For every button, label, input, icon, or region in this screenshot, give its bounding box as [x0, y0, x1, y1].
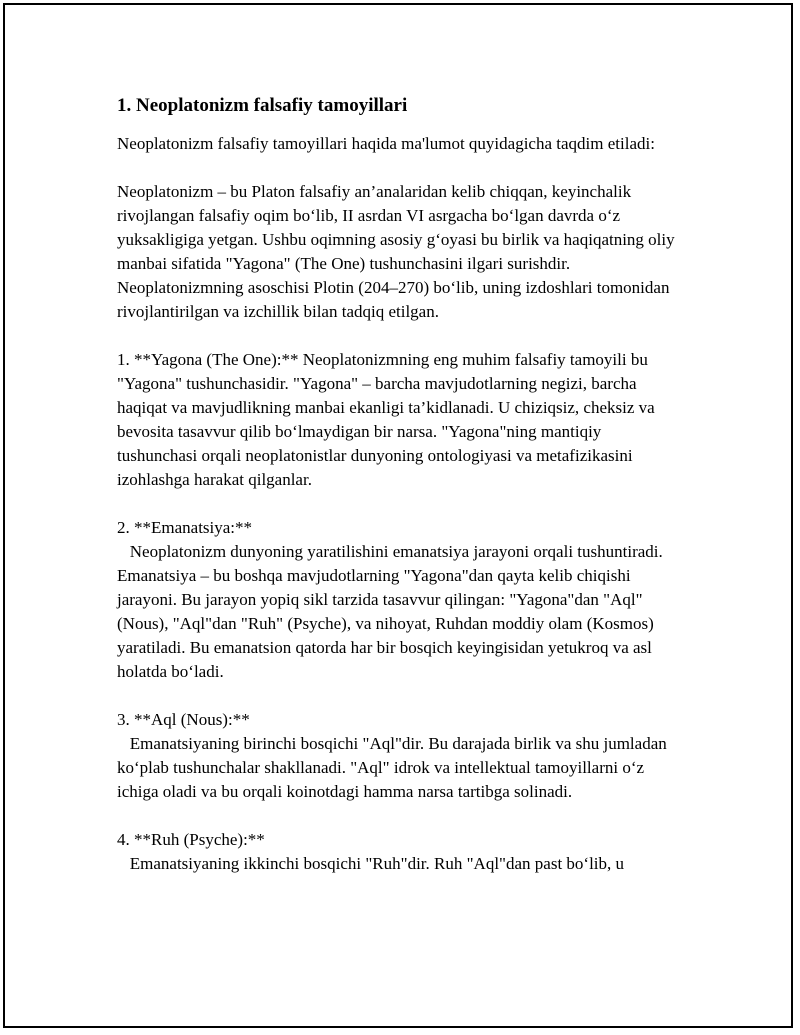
- paragraph-gap: [117, 324, 677, 348]
- yagona-paragraph: 1. **Yagona (The One):** Neoplatonizmning eng muhim falsafiy tamoyili bu "Yagona" tushunchasidir. "Yagona" – barcha mavjudotlarning negizi, barcha haqiqat va mavjudlikning manbai ekanligi ta’kidlanadi. U chiziqsiz, cheksiz va bevosita tasavvur qilib bo‘lmaydigan bir narsa. "Yagona"ning mantiqiy tushunchasi orqali neoplatonistlar dunyoning ontologiyasi va metafizikasini izohlashga harakat qilganlar.: [117, 350, 659, 489]
- document-body: [117, 92, 677, 876]
- paragraph-gap: [117, 804, 677, 828]
- ruh-paragraph: 4. **Ruh (Psyche):** Emanatsiyaning ikkinchi bosqichi "Ruh"dir. Ruh "Aql"dan past bo‘lib, u: [117, 830, 625, 873]
- overview-paragraph: Neoplatonizm – bu Platon falsafiy an’analaridan kelib chiqqan, keyinchalik rivojlangan falsafiy oqim bo‘lib, II asrdan VI asrgacha bo‘lgan davrda o‘z yuksakligiga yetgan. Ushbu oqimning asosiy g‘oyasi bu birlik va haqiqatning oliy manbai sifatida "Yagona" (The One) tushunchasini ilgari surishdir. Neoplatonizmning asoschisi Plotin (204–270) bo‘lib, uning izdoshlari tomonidan rivojlantirilgan va izchillik bilan tadqiq etilgan.: [117, 182, 679, 321]
- emanatsiya-paragraph: 2. **Emanatsiya:** Neoplatonizm dunyoning yaratilishini emanatsiya jarayoni orqali tushuntiradi. Emanatsiya – bu boshqa mavjudotlarning "Yagona"dan qayta kelib chiqishi jarayoni. Bu jarayon yopiq sikl tarzida tasavvur qilingan: "Yagona"dan "Aql" (Nous), "Aql"dan "Ruh" (Psyche), va nihoyat, Ruhdan moddiy olam (Kosmos) yaratiladi. Bu emanatsion qatorda har bir bosqich keyingisidan yetukroq va asl holatda bo‘ladi.: [117, 518, 663, 681]
- aql-paragraph: 3. **Aql (Nous):** Emanatsiyaning birinchi bosqichi "Aql"dir. Bu darajada birlik va shu jumladan ko‘plab tushunchalar shakllanadi. "Aql" idrok va intellektual tamoyillarni o‘z ichiga oladi va bu orqali koinotdagi hamma narsa tartibga solinadi.: [117, 710, 667, 801]
- paragraph-gap: [117, 156, 677, 180]
- section-heading: 1. Neoplatonizm falsafiy tamoyillari: [117, 95, 408, 116]
- paragraph-gap: [117, 492, 677, 516]
- paragraph-gap: [117, 684, 677, 708]
- intro-paragraph: Neoplatonizm falsafiy tamoyillari haqida ma'lumot quyidagicha taqdim etiladi:: [117, 134, 655, 153]
